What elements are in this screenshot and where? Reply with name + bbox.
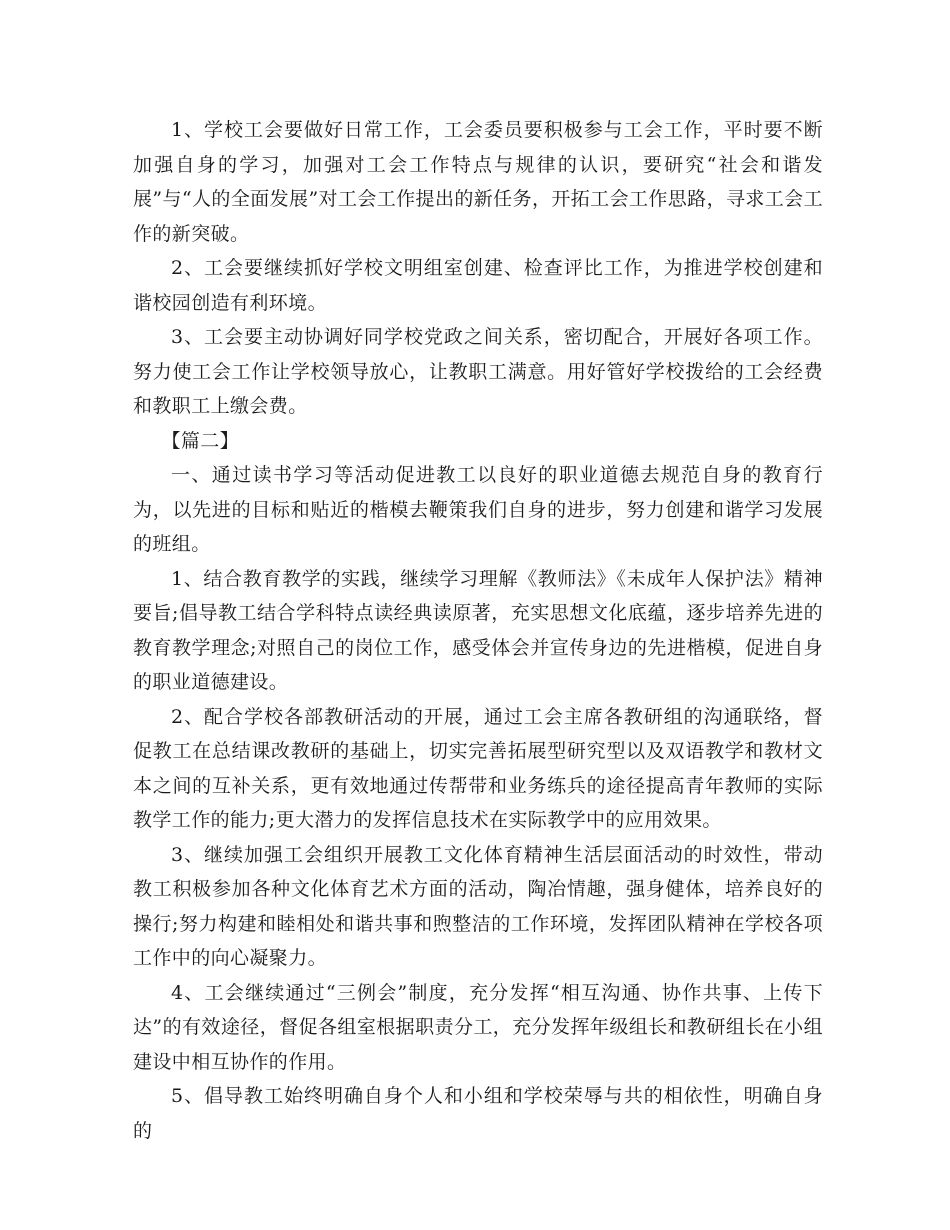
paragraph-item-2b: 2、配合学校各部教研活动的开展，通过工会主席各教研组的沟通联络，督促教工在总结课改教研的基础上，切实完善拓展型研究型以及双语教学和教材文本之间的互补关系，更有效地通过传帮带和业务练兵的途径提高青年教师的实际教学工作的能力;更大潜力的发挥信息技术在实际教学中的应用效果。 xyxy=(133,705,823,831)
document-body xyxy=(133,113,823,1148)
section-heading: 【篇二】 xyxy=(161,429,240,452)
paragraph-item-5b: 5、倡导教工始终明确自身个人和小组和学校荣辱与共的相依性，明确自身的 xyxy=(133,1085,823,1142)
paragraph-item-3: 3、工会要主动协调好同学校党政之间关系，密切配合，开展好各项工作。努力使工会工作让学校领导放心，让教职工满意。用好管好学校拨给的工会经费和教职工上缴会费。 xyxy=(133,326,823,417)
paragraph-item-1: 1、学校工会要做好日常工作，工会委员要积极参与工会工作，平时要不断加强自身的学习，加强对工会工作特点与规律的认识，要研究“社会和谐发展”与“人的全面发展”对工会工作提出的新任务，开拓工会工作思路，寻求工会工作的新突破。 xyxy=(133,119,823,245)
paragraph-item-2: 2、工会要继续抓好学校文明组室创建、检查评比工作，为推进学校创建和谐校园创造有利环境。 xyxy=(133,257,823,314)
paragraph-item-1b: 1、结合教育教学的实践，继续学习理解《教师法》《未成年人保护法》精神要旨;倡导教工结合学科特点读经典读原著，充实思想文化底蕴，逐步培养先进的教育教学理念;对照自己的岗位工作，感受体会并宣传身边的先进楷模，促进自身的职业道德建设。 xyxy=(133,567,823,693)
section-intro-paragraph: 一、通过读书学习等活动促进教工以良好的职业道德去规范自身的教育行为，以先进的目标和贴近的楷模去鞭策我们自身的进步，努力创建和谐学习发展的班组。 xyxy=(133,464,823,555)
paragraph-item-3b: 3、继续加强工会组织开展教工文化体育精神生活层面活动的时效性，带动教工积极参加各种文化体育艺术方面的活动，陶冶情趣，强身健体，培养良好的操行;努力构建和睦相处和谐共事和煦整洁的工作环境，发挥团队精神在学校各项工作中的向心凝聚力。 xyxy=(133,843,823,969)
paragraph-item-4b: 4、工会继续通过“三例会”制度，充分发挥“相互沟通、协作共事、上传下达”的有效途径，督促各组室根据职责分工，充分发挥年级组长和教研组长在小组建设中相互协作的作用。 xyxy=(133,981,823,1073)
